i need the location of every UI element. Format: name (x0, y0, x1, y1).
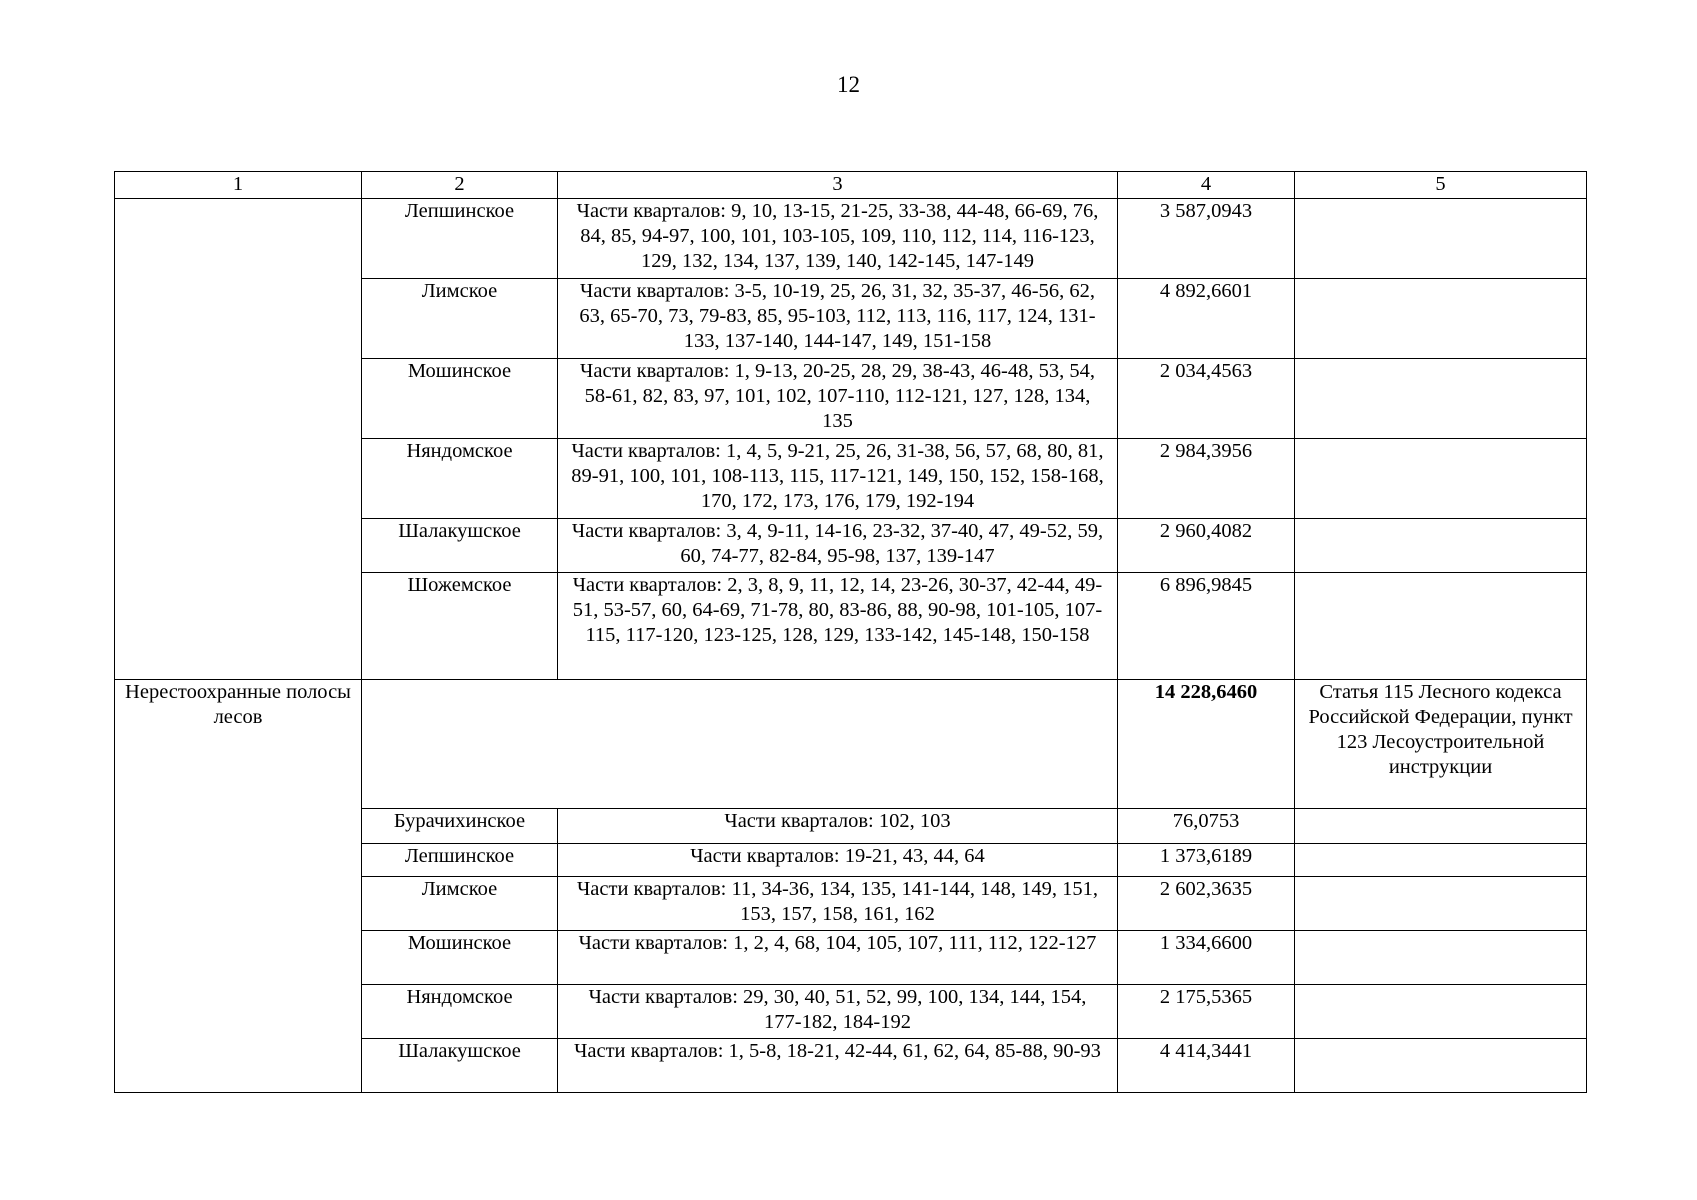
quarters-cell: Части кварталов: 3, 4, 9-11, 14-16, 23-32, 37-40, 47, 49-52, 59, 60, 74-77, 82-84, 95-98, 137, 139-147 (558, 519, 1118, 573)
quarters-cell: Части кварталов: 29, 30, 40, 51, 52, 99, 100, 134, 144, 154, 177-182, 184-192 (558, 985, 1118, 1039)
table-row-category (115, 680, 1587, 809)
forestry-cell: Няндомское (362, 439, 558, 519)
area-cell: 2 175,5365 (1118, 985, 1295, 1039)
area-cell: 4 414,3441 (1118, 1039, 1295, 1093)
quarters-cell: Части кварталов: 11, 34-36, 134, 135, 141-144, 148, 149, 151, 153, 157, 158, 161, 162 (558, 877, 1118, 931)
quarters-cell: Части кварталов: 102, 103 (558, 809, 1118, 844)
area-cell: 76,0753 (1118, 809, 1295, 844)
forestry-cell: Няндомское (362, 985, 558, 1039)
area-cell: 4 892,6601 (1118, 279, 1295, 359)
quarters-cell: Части кварталов: 2, 3, 8, 9, 11, 12, 14, 23-26, 30-37, 42-44, 49-51, 53-57, 60, 64-69, 71-78, 80, 83-86, 88, 90-98, 101-105, 107-115, 117-120, 123-125, 128, 129, 133-142, 145-148, 150-158 (558, 573, 1118, 680)
table-row (115, 199, 1587, 279)
quarters-cell: Части кварталов: 19-21, 43, 44, 64 (558, 844, 1118, 877)
area-cell: 6 896,9845 (1118, 573, 1295, 680)
legal-basis-cell-empty (1295, 931, 1587, 985)
legal-basis-cell: Статья 115 Лесного кодекса Российской Федерации, пункт 123 Лесоустроительной инструкции (1295, 680, 1587, 809)
area-cell: 2 602,3635 (1118, 877, 1295, 931)
total-area-cell: 14 228,6460 (1118, 680, 1295, 809)
column-header: 4 (1118, 172, 1295, 199)
forestry-cell: Мошинское (362, 359, 558, 439)
quarters-cell: Части кварталов: 3-5, 10-19, 25, 26, 31, 32, 35-37, 46-56, 62, 63, 65-70, 73, 79-83, 85, 95-103, 112, 113, 116, 117, 124, 131-133, 137-140, 144-147, 149, 151-158 (558, 279, 1118, 359)
quarters-cell: Части кварталов: 1, 5-8, 18-21, 42-44, 61, 62, 64, 85-88, 90-93 (558, 1039, 1118, 1093)
column-header: 2 (362, 172, 558, 199)
page-number: 12 (837, 72, 860, 97)
forestry-cell: Лепшинское (362, 844, 558, 877)
forestry-cell: Лепшинское (362, 199, 558, 279)
forestry-cell: Бурачихинское (362, 809, 558, 844)
category-cell: Нерестоохранные полосы лесов (115, 680, 362, 1093)
forest-table (114, 171, 1587, 1093)
legal-basis-cell-empty (1295, 359, 1587, 439)
forestry-cell: Мошинское (362, 931, 558, 985)
forestry-quarters-cell-empty (362, 680, 1118, 809)
area-cell: 2 960,4082 (1118, 519, 1295, 573)
quarters-cell: Части кварталов: 9, 10, 13-15, 21-25, 33-38, 44-48, 66-69, 76, 84, 85, 94-97, 100, 101, 103-105, 109, 110, 112, 114, 116-123, 129, 132, 134, 137, 139, 140, 142-145, 147-149 (558, 199, 1118, 279)
legal-basis-cell-empty (1295, 439, 1587, 519)
area-cell: 2 984,3956 (1118, 439, 1295, 519)
quarters-cell: Части кварталов: 1, 4, 5, 9-21, 25, 26, 31-38, 56, 57, 68, 80, 81, 89-91, 100, 101, 108-113, 115, 117-121, 149, 150, 152, 158-168, 170, 172, 173, 176, 179, 192-194 (558, 439, 1118, 519)
legal-basis-cell-empty (1295, 985, 1587, 1039)
forestry-cell: Лимское (362, 877, 558, 931)
area-cell: 3 587,0943 (1118, 199, 1295, 279)
quarters-cell: Части кварталов: 1, 2, 4, 68, 104, 105, 107, 111, 112, 122-127 (558, 931, 1118, 985)
forestry-cell: Шалакушское (362, 519, 558, 573)
area-cell: 1 334,6600 (1118, 931, 1295, 985)
legal-basis-cell-empty (1295, 1039, 1587, 1093)
forestry-cell: Шожемское (362, 573, 558, 680)
forestry-cell: Шалакушское (362, 1039, 558, 1093)
legal-basis-cell-empty (1295, 519, 1587, 573)
legal-basis-cell-empty (1295, 573, 1587, 680)
quarters-cell: Части кварталов: 1, 9-13, 20-25, 28, 29, 38-43, 46-48, 53, 54, 58-61, 82, 83, 97, 101, 102, 107-110, 112-121, 127, 128, 134, 135 (558, 359, 1118, 439)
table-header-row (115, 172, 1587, 199)
area-cell: 2 034,4563 (1118, 359, 1295, 439)
category-cell-empty (115, 199, 362, 680)
legal-basis-cell-empty (1295, 199, 1587, 279)
legal-basis-cell-empty (1295, 877, 1587, 931)
legal-basis-cell-empty (1295, 279, 1587, 359)
area-cell: 1 373,6189 (1118, 844, 1295, 877)
column-header: 1 (115, 172, 362, 199)
legal-basis-cell-empty (1295, 809, 1587, 844)
legal-basis-cell-empty (1295, 844, 1587, 877)
column-header: 5 (1295, 172, 1587, 199)
column-header: 3 (558, 172, 1118, 199)
forestry-cell: Лимское (362, 279, 558, 359)
